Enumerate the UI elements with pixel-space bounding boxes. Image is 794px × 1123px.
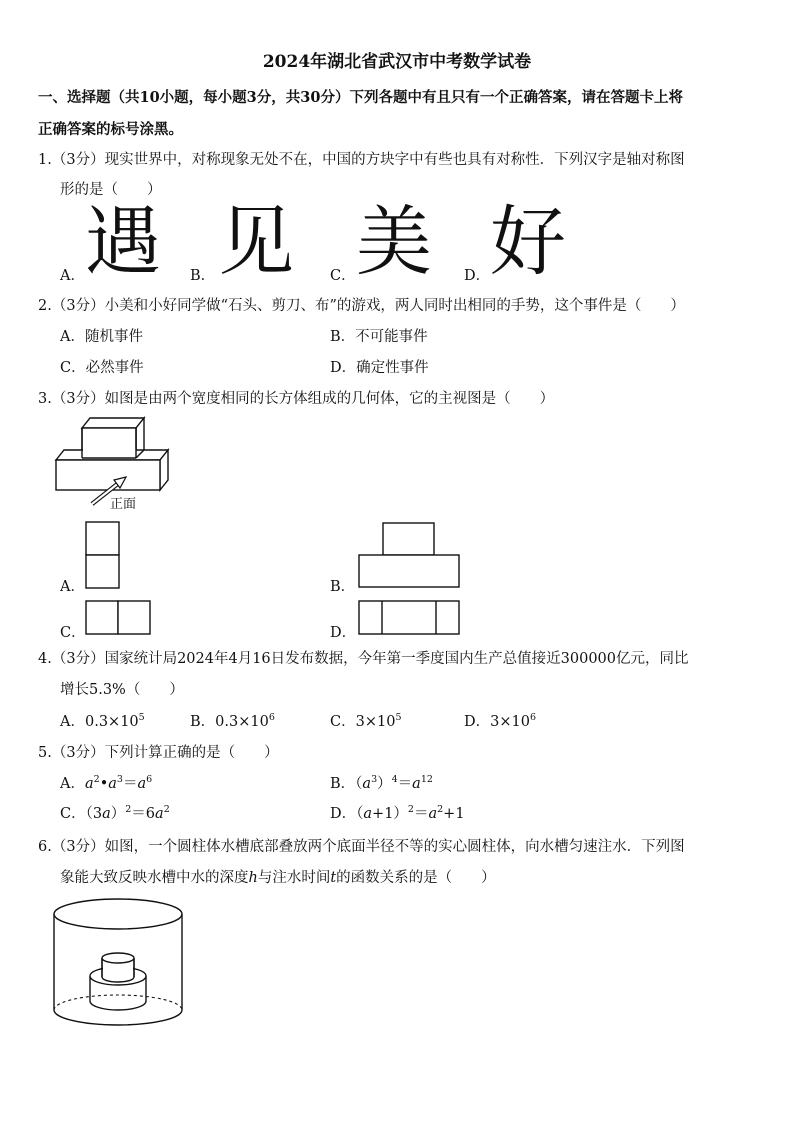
q6-text-1: 如图，一个圆柱体水槽底部叠放两个底面半径不等的实心圆柱体，向水槽匀速注水．下列图	[104, 839, 685, 855]
q1-option-d-label[interactable]: D．	[464, 268, 491, 284]
q1-stem-line1	[38, 148, 685, 169]
page-title: 2024年湖北省武汉市中考数学试卷	[262, 52, 532, 72]
q3-front-label: 正面	[110, 497, 137, 512]
q4-stem-line2: 增长5.3%（ ）	[60, 682, 184, 698]
q3-option-b-label[interactable]: B．	[330, 579, 356, 595]
q3-option-d-view	[358, 600, 462, 636]
q3-option-a-view	[85, 521, 121, 591]
q1-number: 1.	[38, 152, 52, 168]
q4-text-1: 国家统计局2024年4月16日发布数据，今年第一季度国内生产总值接近300000亿元，同比	[104, 651, 689, 667]
q1-option-b-label[interactable]: B．	[190, 268, 216, 284]
q1-option-b-char: 见	[218, 197, 294, 286]
q6-score: （3分）	[51, 839, 105, 855]
q2-option-c[interactable]: C．必然事件	[60, 360, 144, 376]
q4-score: （3分）	[51, 651, 105, 667]
q3-option-b-view	[358, 522, 462, 590]
q4-stem-line1	[38, 647, 689, 668]
q1-option-c-char: 美	[356, 197, 432, 286]
q3-option-c-view	[85, 600, 153, 636]
q4-option-b[interactable]: B．$0.3\times 10^6$	[190, 712, 275, 730]
section-heading-line1: 一、选择题（共10小题，每小题3分，共30分）下列各题中有且只有一个正确答案，请在答题卡上将	[38, 89, 683, 106]
q5-option-b[interactable]: B．$(a^3)^4=a^{12}$	[330, 774, 433, 792]
q3-text: 如图是由两个宽度相同的长方体组成的几何体，它的主视图是（ ）	[104, 391, 555, 407]
q4-number: 4.	[38, 651, 52, 667]
q4-option-d[interactable]: D．$3\times 10^6$	[464, 712, 537, 730]
q1-score: （3分）	[51, 152, 105, 168]
q3-stem	[38, 387, 554, 408]
q6-number: 6.	[38, 839, 52, 855]
q1-stem-line2: 形的是（ ）	[60, 182, 162, 198]
q3-score: （3分）	[51, 391, 105, 407]
q2-option-d[interactable]: D．确定性事件	[330, 360, 429, 376]
q1-option-a-label[interactable]: A．	[60, 268, 85, 284]
q2-option-a[interactable]: A．随机事件	[60, 329, 143, 345]
q1-option-a-char: 遇	[85, 197, 161, 286]
q2-option-b[interactable]: B．不可能事件	[330, 329, 428, 345]
q1-text-1: 现实世界中，对称现象无处不在，中国的方块字中有些也具有对称性．下列汉字是轴对称图	[104, 152, 685, 168]
q3-option-a-label[interactable]: A．	[60, 579, 85, 595]
section-heading-line2: 正确答案的标号涂黑。	[38, 121, 183, 138]
q2-score: （3分）	[51, 298, 105, 314]
q5-number: 5.	[38, 745, 52, 761]
q4-option-a[interactable]: A．$0.3\times 10^5$	[60, 712, 145, 730]
q5-option-a[interactable]: A．$a^2•a^3=a^6$	[60, 774, 153, 792]
q6-water-tank-figure	[52, 896, 187, 1031]
q1-option-c-label[interactable]: C．	[330, 268, 356, 284]
q5-score: （3分）	[51, 745, 105, 761]
q2-text: 小美和小好同学做“石头、剪刀、布”的游戏，两人同时出相同的手势，这个事件是（ ）	[104, 298, 685, 314]
q5-text: 下列计算正确的是（ ）	[104, 745, 279, 761]
q3-number: 3.	[38, 391, 52, 407]
q4-option-c[interactable]: C．$3\times 10^5$	[330, 712, 402, 730]
q3-option-d-label[interactable]: D．	[330, 625, 357, 641]
q1-option-d-char: 好	[490, 197, 566, 286]
q6-stem-line2: 象能大致反映水槽中水的深度h与注水时间t的函数关系的是（ ）	[60, 870, 496, 886]
q5-option-d[interactable]: D．$(a+1)^2=a^2+1$	[330, 804, 465, 822]
q2-number: 2.	[38, 298, 52, 314]
q2-stem	[38, 294, 685, 315]
q6-stem-line1	[38, 835, 685, 856]
q5-option-c[interactable]: C．$(3a)^2=6a^2$	[60, 804, 170, 822]
q3-option-c-label[interactable]: C．	[60, 625, 86, 641]
q5-stem	[38, 741, 279, 762]
